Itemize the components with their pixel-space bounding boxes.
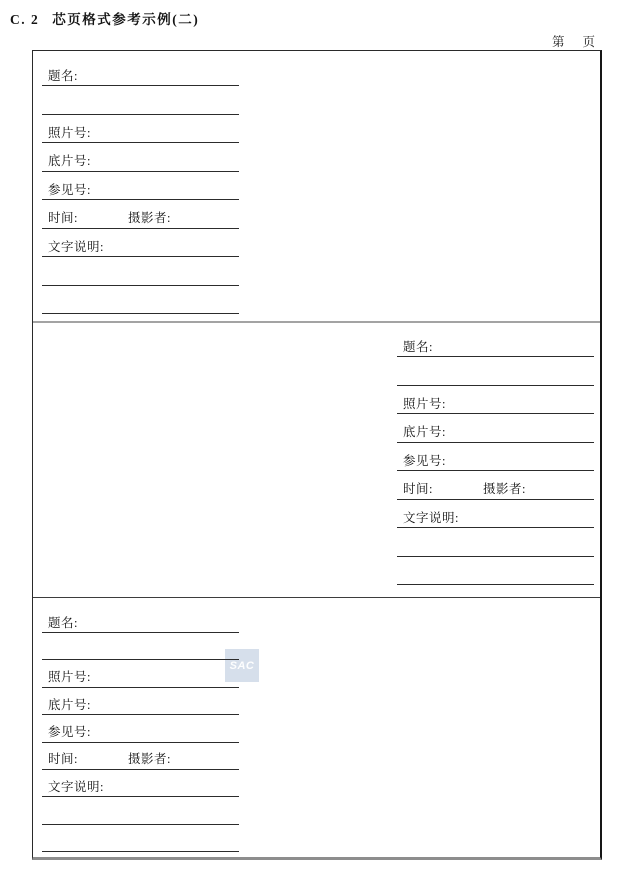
photo-number-label: 照片号: bbox=[48, 125, 91, 140]
clause-heading bbox=[10, 8, 199, 28]
negative-number-label: 底片号: bbox=[48, 697, 91, 712]
form-row-reference-number bbox=[42, 715, 239, 742]
time-label: 时间: bbox=[48, 752, 78, 767]
time-label: 时间: bbox=[403, 482, 433, 496]
form-row-time-photographer bbox=[42, 743, 239, 770]
form-row-caption bbox=[397, 500, 594, 529]
reference-number-label: 参见号: bbox=[48, 182, 91, 197]
page-marker-suffix: 页 bbox=[582, 35, 595, 49]
negative-number-label: 底片号: bbox=[48, 154, 91, 168]
caption-form-bottom-left bbox=[42, 598, 239, 856]
caption-form-middle-right bbox=[397, 323, 594, 597]
form-row-title bbox=[397, 323, 594, 357]
form-row-negative-number bbox=[42, 688, 239, 715]
form-row-blank bbox=[42, 257, 239, 286]
title-label: 题名: bbox=[48, 615, 78, 630]
negative-number-label: 底片号: bbox=[403, 425, 446, 439]
clause-title: 芯页格式参考示例(二) bbox=[52, 12, 200, 27]
form-row-time-photographer bbox=[42, 200, 239, 229]
photographer-label: 摄影者: bbox=[127, 211, 171, 225]
caption-label: 文字说明: bbox=[48, 779, 104, 794]
form-row-title bbox=[42, 51, 239, 86]
card-slot-middle bbox=[33, 323, 600, 598]
caption-label: 文字说明: bbox=[48, 239, 104, 254]
card-slot-top bbox=[33, 51, 600, 323]
form-row-photo-number bbox=[42, 115, 239, 144]
form-row-blank bbox=[42, 86, 239, 115]
form-row-negative-number bbox=[42, 143, 239, 172]
photo-number-label: 照片号: bbox=[48, 670, 91, 685]
reference-number-label: 参见号: bbox=[403, 453, 446, 468]
clause-number: C. 2 bbox=[10, 12, 40, 27]
form-row-negative-number bbox=[397, 414, 594, 443]
form-row-blank bbox=[42, 825, 239, 852]
form-row-photo-number bbox=[397, 386, 594, 415]
title-label: 题名: bbox=[403, 339, 433, 354]
page-marker-prefix: 第 bbox=[551, 35, 565, 49]
card-sheet-frame bbox=[32, 50, 602, 860]
watermark-text: SAC bbox=[229, 659, 255, 672]
page-number-field bbox=[552, 32, 595, 50]
form-row-title bbox=[42, 598, 239, 633]
form-row-blank bbox=[42, 286, 239, 315]
form-row-reference-number bbox=[397, 443, 594, 472]
title-label: 题名: bbox=[48, 68, 78, 83]
time-label: 时间: bbox=[48, 211, 78, 225]
form-row-blank bbox=[397, 357, 594, 386]
photographer-label: 摄影者: bbox=[127, 752, 171, 767]
form-row-caption bbox=[42, 770, 239, 797]
form-row-blank bbox=[42, 797, 239, 824]
photo-number-label: 照片号: bbox=[403, 396, 446, 411]
caption-label: 文字说明: bbox=[403, 510, 459, 525]
form-row-blank bbox=[42, 633, 239, 660]
form-row-caption bbox=[42, 229, 239, 258]
form-row-blank bbox=[397, 528, 594, 557]
form-row-reference-number bbox=[42, 172, 239, 201]
form-row-blank bbox=[397, 557, 594, 586]
card-slot-bottom bbox=[33, 598, 600, 856]
form-row-photo-number bbox=[42, 660, 239, 687]
photographer-label: 摄影者: bbox=[482, 482, 526, 496]
form-row-time-photographer bbox=[397, 471, 594, 500]
caption-form-top-left bbox=[42, 51, 239, 321]
reference-number-label: 参见号: bbox=[48, 725, 91, 740]
